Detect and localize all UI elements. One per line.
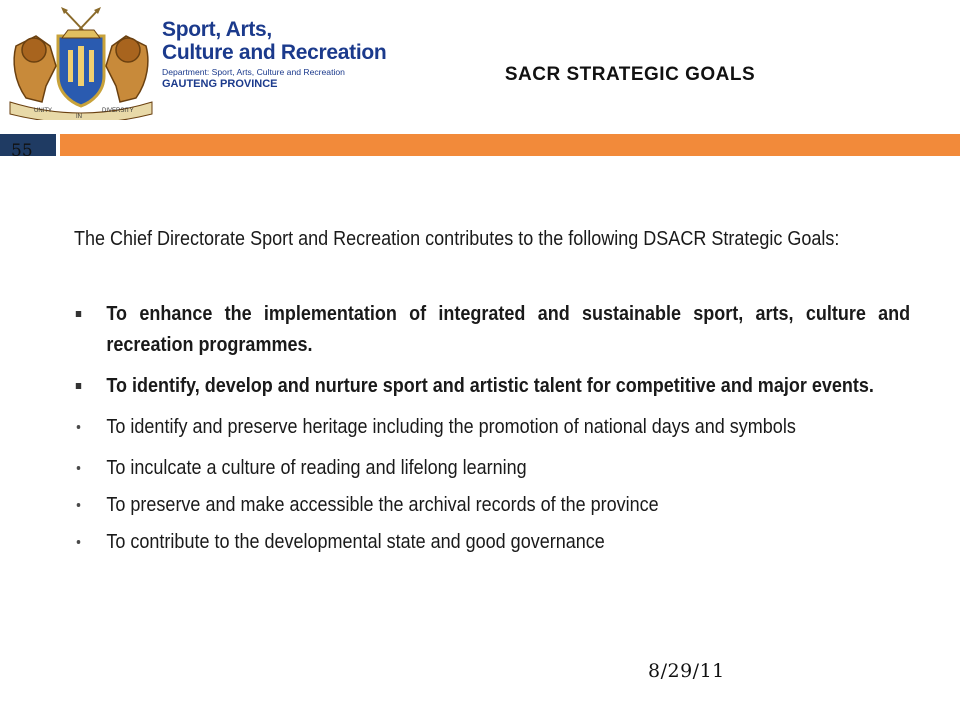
motto-left: UNITY bbox=[34, 108, 52, 114]
list-item bbox=[74, 412, 910, 443]
department-logo bbox=[6, 6, 387, 120]
goal-text: To preserve and make accessible the archival records of the province bbox=[106, 494, 659, 516]
square-bullet-icon bbox=[76, 311, 81, 317]
intro-paragraph: The Chief Directorate Sport and Recreation contributes to the following DSACR Strategic Goals: bbox=[74, 228, 840, 250]
dot-bullet-icon bbox=[77, 425, 81, 429]
logo-line3: Department: Sport, Arts, Culture and Recreation bbox=[162, 67, 345, 77]
list-item bbox=[74, 490, 910, 521]
goals-list bbox=[74, 299, 910, 558]
square-bullet-icon bbox=[76, 383, 81, 389]
slide-content bbox=[74, 224, 910, 564]
goal-text: To enhance the implementation of integrated and sustainable sport, arts, culture and recreation programmes. bbox=[106, 303, 911, 356]
motto-mid: IN bbox=[76, 114, 82, 120]
list-item bbox=[74, 527, 910, 558]
list-item bbox=[74, 453, 910, 484]
slide-date: 8/29/11 bbox=[648, 660, 725, 682]
dot-bullet-icon bbox=[77, 503, 81, 507]
dot-bullet-icon bbox=[77, 540, 81, 544]
logo-line1: Sport, Arts, bbox=[162, 18, 272, 41]
list-item bbox=[74, 299, 910, 361]
goal-text: To contribute to the developmental state and good governance bbox=[106, 531, 605, 553]
goal-text: To identify, develop and nurture sport and artistic talent for competitive and major events. bbox=[106, 375, 874, 397]
goal-text: To inculcate a culture of reading and lifelong learning bbox=[106, 457, 527, 479]
motto-right: DIVERSITY bbox=[102, 108, 134, 114]
list-item bbox=[74, 371, 910, 402]
slide-title: SACR STRATEGIC GOALS bbox=[504, 64, 756, 85]
logo-text bbox=[162, 18, 387, 91]
goal-text: To identify and preserve heritage including the promotion of national days and symbols bbox=[106, 416, 796, 438]
logo-line4: GAUTENG PROVINCE bbox=[162, 78, 278, 90]
dot-bullet-icon bbox=[77, 466, 81, 470]
logo-line2: Culture and Recreation bbox=[162, 41, 387, 64]
slide-number: 55 bbox=[11, 141, 33, 161]
coat-of-arms-icon bbox=[6, 6, 156, 120]
header-bar-orange bbox=[60, 134, 960, 156]
